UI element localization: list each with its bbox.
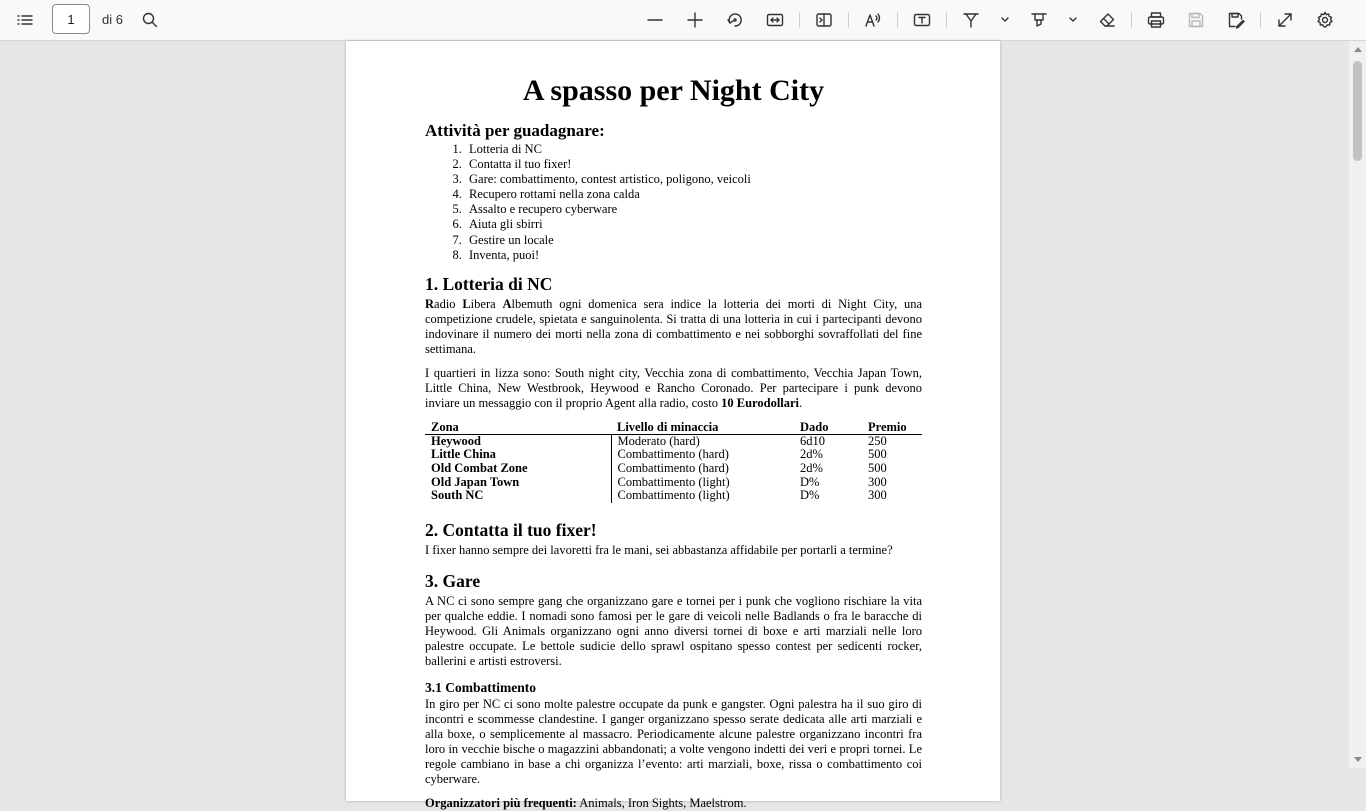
cell-dado: 6d10 [800, 433, 825, 448]
list-item: 3. Gare: combattimento, contest artistico, poligono, veicoli [465, 172, 922, 187]
scroll-thumb[interactable] [1353, 61, 1362, 161]
column-header: Premio [862, 420, 922, 435]
highlight-options-dropdown[interactable] [1064, 7, 1082, 33]
cell-zona: Old Japan Town [425, 476, 611, 490]
highlighter-icon [1030, 11, 1048, 29]
cell-premio: 300 [868, 474, 887, 489]
section-heading: 2. Contatta il tuo fixer! [425, 519, 597, 540]
outline-button[interactable] [12, 7, 38, 33]
rotate-button[interactable] [722, 7, 748, 33]
table-row [425, 462, 922, 476]
cost-value: 10 Eurodollari [721, 395, 800, 410]
chevron-down-icon [1068, 15, 1078, 25]
toolbar-separator [946, 12, 947, 28]
page-content [425, 74, 922, 811]
table-row [425, 434, 922, 448]
list-item: 1. Lotteria di NC [465, 142, 922, 157]
cell-dado: D% [800, 474, 820, 489]
expand-icon [1276, 11, 1294, 29]
print-button[interactable] [1143, 7, 1169, 33]
print-icon [1147, 11, 1165, 29]
cell-zona: Little China [425, 448, 611, 462]
plus-icon [686, 11, 704, 29]
toolbar-separator [897, 12, 898, 28]
cell-premio: 500 [868, 460, 887, 475]
threat-table [425, 420, 922, 503]
text-run: ibera [470, 296, 503, 311]
save-icon [1187, 11, 1205, 29]
initial: R [425, 296, 435, 311]
highlight-button[interactable] [1026, 7, 1052, 33]
pdf-page [346, 41, 1000, 810]
page-view-icon [815, 11, 833, 29]
activities-list [425, 142, 922, 263]
minus-icon [646, 11, 664, 29]
cell-livello: Combattimento (light) [617, 474, 730, 489]
save-as-icon [1227, 11, 1245, 29]
paragraph: A NC ci sono sempre gang che organizzano gare e tornei per i punk che vogliono rischiare la vita per qualche eddie. I nomadi sono famosi per le gare di veicoli nelle Badlands o fra le baracche di Heywood. Gli Animals organizzano ogni anno diversi tornei di boxe e arti marziali nelle loro palestre occupate. Le bettole sudicie dello sprawl ospitano spesso contest per sedicenti rocker, ballerini e artisti estroversi. [425, 593, 922, 668]
eraser-icon [1098, 11, 1116, 29]
toolbar-separator [799, 12, 800, 28]
text-run: adio [434, 296, 463, 311]
table-header-row [425, 420, 922, 435]
column-header: Dado [794, 420, 862, 435]
pdf-toolbar [0, 0, 1366, 41]
paragraph [425, 796, 922, 811]
list-item: 6. Aiuta gli sbirri [465, 217, 922, 232]
cell-premio: 500 [868, 447, 887, 462]
table-row [425, 448, 922, 462]
cell-livello: Combattimento (hard) [617, 460, 729, 475]
gear-icon [1316, 11, 1334, 29]
list-item: 5. Assalto e recupero cyberware [465, 202, 922, 217]
cell-livello: Combattimento (hard) [617, 447, 729, 462]
toolbar-separator [1260, 12, 1261, 28]
text-run: lbemuth ogni domenica sera indice la lotteria dei morti di Night City, una competizione crudele, spietata e sanguinolenta. Si tratta di una lotteria in cui i partecipanti devono indovinare il numero dei morti nella zona di combattimento e nei sobborghi sovraffollati del fine settimana. [425, 296, 923, 356]
cell-zona: Heywood [425, 434, 611, 448]
column-header: Zona [425, 420, 611, 435]
save-as-button[interactable] [1223, 7, 1249, 33]
rotate-icon [726, 11, 744, 29]
list-icon [16, 11, 34, 29]
section-heading: 3. Gare [425, 570, 481, 591]
table-row [425, 476, 922, 490]
cell-zona: Old Combat Zone [425, 462, 611, 476]
cell-livello: Moderato (hard) [617, 433, 700, 448]
document-title: A spasso per Night City [522, 74, 825, 107]
table-row [425, 489, 922, 503]
cell-dado: 2d% [800, 447, 823, 462]
cell-livello: Combattimento (light) [617, 488, 730, 503]
cell-zona: South NC [425, 489, 611, 503]
cell-premio: 250 [868, 433, 887, 448]
subsection-heading: 3.1 Combattimento [425, 679, 536, 695]
add-text-button[interactable] [909, 7, 935, 33]
settings-button[interactable] [1312, 7, 1338, 33]
paragraph: In giro per NC ci sono molte palestre occupate da punk e gangster. Ogni palestra ha il suo giro di incontri e scommesse clandestine. I ganger organizzano spesso serate dedicata alle arti marziali e alla boxe, o semplicemente al massacro. Periodicamente alcune palestre organizzano incontri fra loro in vecchie bische o magazzini abbandonati; a volte vengono indetti dei veri e propri tornei. Le regole cambiano in base a chi organizza l’evento: arti marziali, boxe, rissa o combattimento coi cyberware. [425, 696, 922, 786]
cell-dado: D% [800, 488, 820, 503]
paragraph [425, 366, 922, 411]
list-item: 4. Recupero rottami nella zona calda [465, 187, 922, 202]
list-item: 2. Contatta il tuo fixer! [465, 157, 922, 172]
toolbar-separator [848, 12, 849, 28]
fullscreen-button[interactable] [1272, 7, 1298, 33]
cell-dado: 2d% [800, 460, 823, 475]
vertical-scrollbar[interactable] [1349, 41, 1366, 768]
draw-options-dropdown[interactable] [996, 7, 1014, 33]
text-box-icon [913, 11, 931, 29]
cell-premio: 300 [868, 488, 887, 503]
fit-width-icon [766, 11, 784, 29]
search-icon [141, 11, 159, 29]
search-button[interactable] [137, 7, 163, 33]
erase-button[interactable] [1094, 7, 1120, 33]
column-header: Livello di minaccia [611, 420, 794, 435]
read-aloud-icon [864, 11, 882, 29]
activities-heading: Attività per guadagnare: [425, 121, 605, 140]
save-button[interactable] [1183, 7, 1209, 33]
list-item: 7. Gestire un locale [465, 233, 922, 248]
initial: L [462, 296, 471, 311]
section-heading: 1. Lotteria di NC [425, 273, 553, 294]
organizers-label: Organizzatori più frequenti: [425, 795, 577, 810]
page-number-input[interactable] [52, 4, 90, 34]
page-total-label: di 6 [102, 12, 123, 27]
read-aloud-button[interactable] [860, 7, 886, 33]
paragraph [425, 297, 922, 357]
text-run: . [799, 395, 803, 410]
draw-button[interactable] [958, 7, 984, 33]
scroll-down-arrow[interactable] [1354, 757, 1362, 762]
scroll-up-arrow[interactable] [1354, 47, 1362, 52]
zoom-out-button[interactable] [642, 7, 668, 33]
organizers-list: Animals, Iron Sights, Maelstrom. [576, 795, 747, 810]
chevron-down-icon [1000, 15, 1010, 25]
paragraph: I fixer hanno sempre dei lavoretti fra le mani, sei abbastanza affidabile per portarli a termine? [425, 542, 893, 557]
zoom-in-button[interactable] [682, 7, 708, 33]
draw-icon [962, 11, 980, 29]
fit-width-button[interactable] [762, 7, 788, 33]
text-run: I quartieri in lizza sono: South night city, Vecchia zona di combattimento, Vecchia Japan Town, Little China, New Westbrook, Heywood e Rancho Coronado. Per partecipare i punk devono inviare un messaggio con il proprio Agent alla radio, costo [425, 365, 922, 410]
document-viewer[interactable] [0, 41, 1349, 810]
initial: A [502, 296, 512, 311]
list-item: 8. Inventa, puoi! [465, 248, 922, 263]
page-view-button[interactable] [811, 7, 837, 33]
toolbar-separator [1131, 12, 1132, 28]
